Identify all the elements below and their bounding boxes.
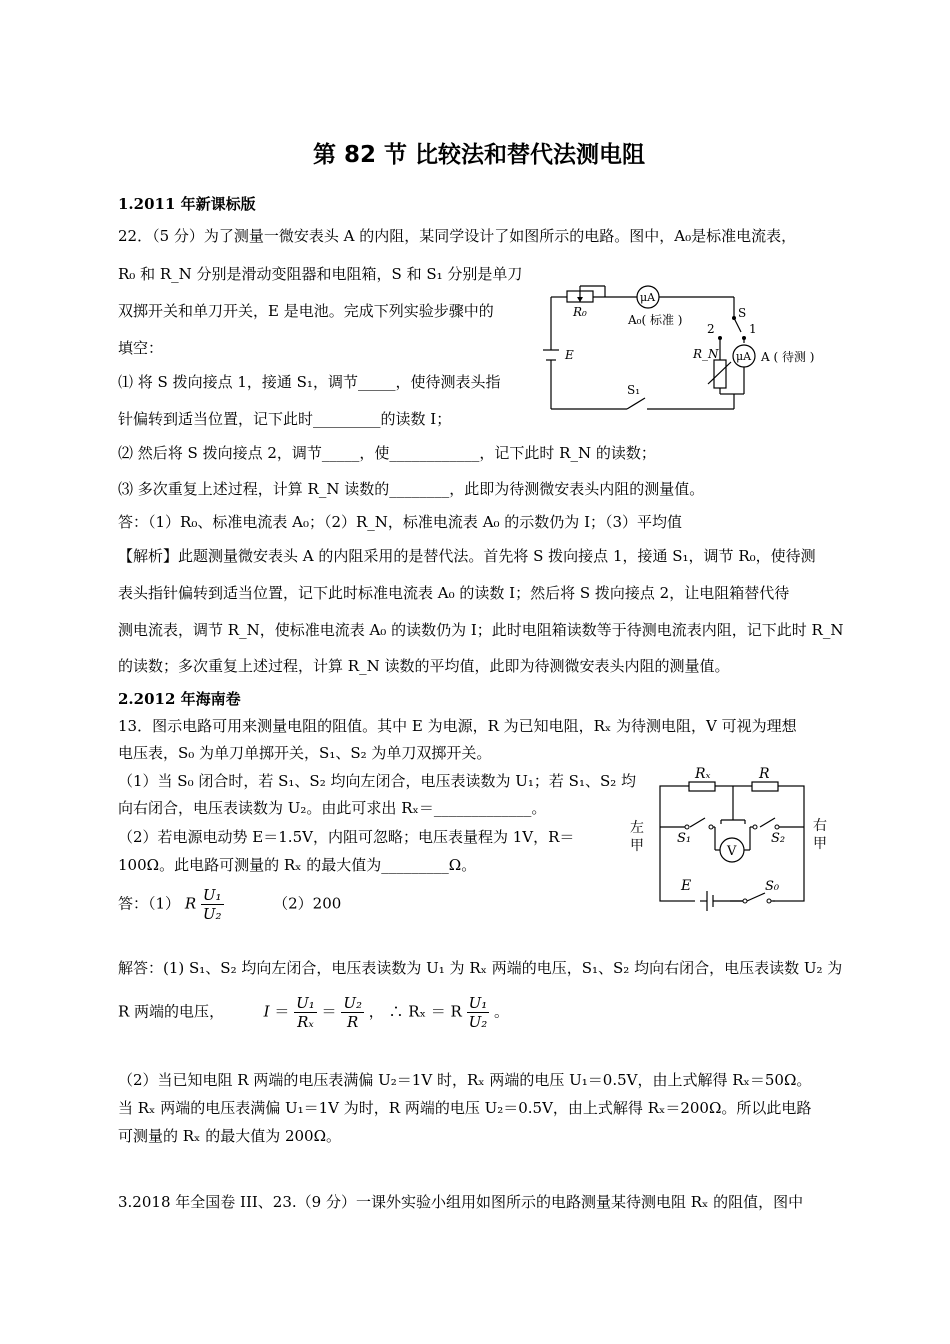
q1-line-5: ⑴ 将 S 拨向接点 1，接通 S₁，调节_____，使待测表头指 [118, 373, 501, 391]
eq-end: 。 [494, 1002, 510, 1021]
q1-explain-3: 测电流表，调节 R_N，使标准电流表 A₀ 的读数仍为 I；此时电阻箱读数等于待测电流表内阻，记下此时 R_N [118, 621, 844, 639]
answer-r: R [184, 894, 197, 913]
eq-i: I [263, 1002, 270, 1021]
eq-f2-den: R [347, 1013, 359, 1031]
label-pos1: 1 [749, 322, 757, 336]
label-rn: R_N [693, 347, 719, 361]
section-3-line: 3.2018 年全国卷 III、23.（9 分）一课外实验小组用如图所示的电路测量某待测电阻 Rₓ 的阻值，图中 [118, 1193, 804, 1211]
q2-solution-2: R 两端的电压， I ＝ $\frac{\text{U₁}}{\text{Rₓ}}$ ＝ $\frac{\text{U₂}}{R}$ ， ∴ Rₓ ＝ R $\frac{\text{U₁}}{\text{U₂}}$ 。 [118, 994, 510, 1031]
label-e: E [565, 348, 574, 362]
q2-solution-4: 当 Rₓ 两端的电压表满偏 U₁＝1V 为时，R 两端的电压 U₂＝0.5V，由上式解得 Rₓ＝200Ω。所以此电路 [118, 1099, 812, 1117]
circuit-diagram-2 [625, 762, 840, 917]
q1-explain-4: 的读数；多次重复上述过程，计算 R_N 读数的平均值，此即为待测微安表头内阻的测量值。 [118, 657, 730, 675]
q2-line-6: 100Ω。此电路可测量的 Rₓ 的最大值为_________Ω。 [118, 856, 477, 874]
eq-f3-den: U₂ [468, 1013, 488, 1031]
label-a0: A₀( 标准 ) [628, 313, 683, 327]
q1-line-6: 针偏转到适当位置，记下此时_________的读数 I； [118, 410, 452, 428]
section-heading-1: 1.2011 年新课标版 [118, 195, 256, 213]
label-rx: Rₓ [695, 766, 711, 782]
q1-line-2: R₀ 和 R_N 分别是滑动变阻器和电阻箱，S 和 S₁ 分别是单刀 [118, 265, 523, 283]
q2-solution-5: 可测量的 Rₓ 的最大值为 200Ω。 [118, 1127, 342, 1145]
eq-f1-num: U₁ [296, 994, 315, 1012]
circuit-diagram-1 [535, 280, 835, 415]
label-s1: S₁ [627, 383, 641, 397]
label-ua-1: μA [640, 291, 656, 304]
eq-fraction-3 [467, 994, 490, 1031]
q1-line-1: 22．（5 分）为了测量一微安表头 A 的内阻，某同学设计了如图所示的电路。图中，A₀是标准电流表， [118, 227, 797, 245]
eq-f2-num: U₂ [343, 994, 362, 1012]
q2-line-1: 13．图示电路可用来测量电阻的阻值。其中 E 为电源，R 为已知电阻，Rₓ 为待测电阻，V 可视为理想 [118, 717, 797, 735]
answer-fraction [201, 886, 224, 923]
section-heading-2: 2.2012 年海南卷 [118, 690, 241, 708]
q1-explain-2: 表头指针偏转到适当位置，记下此时标准电流表 A₀ 的读数 I；然后将 S 拨向接点 2，让电阻箱替代待 [118, 584, 790, 602]
q1-line-8: ⑶ 多次重复上述过程，计算 R_N 读数的________，此即为待测微安表头内阻的测量值。 [118, 480, 705, 498]
q1-line-4: 填空： [118, 339, 164, 357]
solution-text: R 两端的电压， [118, 1002, 225, 1021]
label-r: R [759, 766, 770, 782]
label-s: S [738, 306, 747, 320]
label-a: A ( 待测 ) [761, 350, 815, 364]
label-r0: R₀ [573, 305, 587, 319]
label-right-2: 甲 [813, 836, 827, 852]
label-s1: S₁ [677, 831, 692, 846]
eq-therefore: ， ∴ Rₓ ＝ R [368, 1002, 462, 1021]
eq-f1-den: Rₓ [297, 1013, 314, 1031]
fraction-numerator: U₁ [202, 886, 222, 904]
label-left-1: 左 [630, 820, 644, 836]
q2-answer [118, 886, 341, 923]
eq-fraction-2 [341, 994, 364, 1031]
q2-line-2: 电压表，S₀ 为单刀单掷开关，S₁、S₂ 为单刀双掷开关。 [118, 744, 492, 762]
label-e: E [681, 878, 692, 894]
eq-f3-num: U₁ [468, 994, 488, 1012]
q1-line-7: ⑵ 然后将 S 拨向接点 2，调节_____，使____________，记下此时 R_N 的读数； [118, 444, 656, 462]
fraction-denominator: U₂ [202, 905, 222, 923]
label-right-1: 右 [813, 818, 827, 834]
label-s0: S₀ [765, 879, 780, 894]
label-pos2: 2 [707, 322, 715, 336]
q2-solution-3: （2）当已知电阻 R 两端的电压表满偏 U₂＝1V 时，Rₓ 两端的电压 U₁＝0.5V，由上式解得 Rₓ＝50Ω。 [118, 1071, 812, 1089]
label-left-2: 甲 [630, 838, 644, 854]
q1-answer: 答：（1）R₀、标准电流表 A₀；（2）R_N，标准电流表 A₀ 的示数仍为 I；（3）平均值 [118, 513, 683, 531]
eq-fraction-1 [294, 994, 317, 1031]
q2-line-3: （1）当 S₀ 闭合时，若 S₁、S₂ 均向左闭合，电压表读数为 U₁；若 S₁、S₂ 均 [118, 772, 637, 790]
label-v: V [727, 844, 737, 859]
answer-prefix: 答：（1） [118, 894, 181, 913]
q1-explain-1: 【解析】此题测量微安表头 A 的内阻采用的是替代法。首先将 S 拨向接点 1，接通 S₁，调节 R₀，使待测 [118, 547, 816, 565]
q2-line-5: （2）若电源电动势 E＝1.5V，内阻可忽略；电压表量程为 1V，R＝ [118, 828, 575, 846]
label-s2: S₂ [771, 831, 786, 846]
q2-line-4: 向右闭合，电压表读数为 U₂。由此可求出 Rₓ＝_____________。 [118, 799, 547, 817]
q1-line-3: 双掷开关和单刀开关，E 是电池。完成下列实验步骤中的 [118, 302, 494, 320]
q2-solution-1: 解答：(1) S₁、S₂ 均向左闭合，电压表读数为 U₁ 为 Rₓ 两端的电压，S₁、S₂ 均向右闭合，电压表读数 U₂ 为 [118, 959, 843, 977]
answer-part-2: （2）200 [273, 894, 342, 913]
page-title: 第 82 节 比较法和替代法测电阻 [313, 142, 646, 168]
label-ua-2: μA [736, 350, 752, 363]
